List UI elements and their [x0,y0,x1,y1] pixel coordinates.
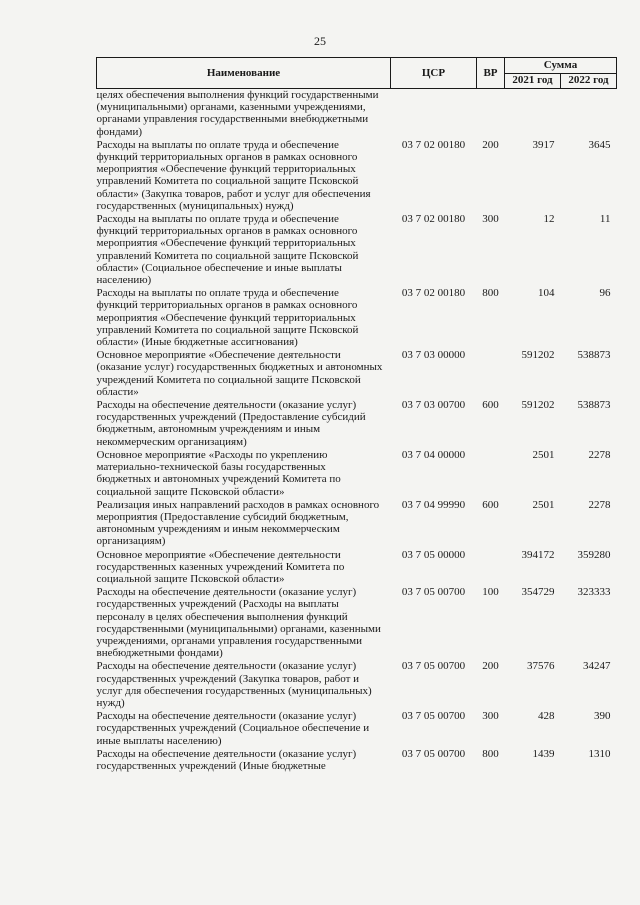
row-vr-cell [477,449,505,499]
header-year-2022: 2022 год [561,73,617,89]
row-2022-cell: 1310 [588,747,611,760]
row-2021-cell: 428 [538,710,555,723]
row-2021-cell: 591202 [521,349,555,362]
table-row [97,710,617,748]
row-2021-cell: 354729 [521,586,555,599]
row-csr-cell: 03 7 04 99990 [401,498,466,511]
row-name-cell: Основное мероприятие «Расходы по укреплению материально-технической базы государственных бюджетных и автономных учреждений Комитета по социальной защите Псковской области» [96,448,341,498]
header-name: Наименование [97,58,391,89]
row-csr-cell: 03 7 05 00700 [401,710,466,723]
row-name-cell: Расходы на обеспечение деятельности (оказание услуг) государственных учреждений (Предоставление субсидий бюджетным, автономным учреждениям и иным некоммерческим организациям) [96,399,366,448]
row-name-cell: Расходы на обеспечение деятельности (оказание услуг) государственных учреждений (Иные бюджетные [96,747,357,772]
row-name-cell: Расходы на выплаты по оплате труда и обеспечение функций территориальных органов в рамках основного мероприятия «Обеспечение функций территориальных управлений Комитета по социальной защите Псковской области» (Социальное обеспечение и иные выплаты населению) [96,213,359,287]
table-row [97,748,617,773]
row-csr-cell: 03 7 03 00700 [401,399,466,412]
row-name-cell: Расходы на выплаты по оплате труда и обеспечение функций территориальных органов в рамках основного мероприятия «Обеспечение функций территориальных управлений Комитета по социальной защите Псковской области» (Закупка товаров, работ и услуг для обеспечения государственных (муниципальных) нужд) [96,138,371,212]
row-name-cell: Основное мероприятие «Обеспечение деятельности (оказание услуг) государственных бюджетных и автономных учреждений Комитета по социальной защите Псковской области» [96,349,383,398]
table-row [97,139,617,213]
row-vr-cell: 800 [482,747,499,760]
row-name-cell: Расходы на обеспечение деятельности (оказание услуг) государственных учреждений (Расходы на выплаты персоналу в целях обеспечения выполнения функций государственными (муниципальными) органами, казенными учреждениями, органами управления государственными внебюджетными фондами) [96,586,381,660]
row-name-cell: Расходы на обеспечение деятельности (оказание услуг) государственных учреждений (Закупка товаров, работ и услуг для обеспечения государственных (муниципальных) нужд) [96,660,372,709]
row-2022-cell: 3645 [588,138,611,151]
row-vr-cell: 600 [482,399,499,412]
row-2022-cell: 2278 [588,448,611,461]
row-csr-cell: 03 7 03 00000 [401,349,466,362]
table-body [97,89,617,774]
budget-table [96,57,617,773]
row-vr-cell: 800 [482,287,499,300]
row-2021-cell: 394172 [521,548,555,561]
row-csr-cell: 03 7 05 00700 [401,586,466,599]
row-2022-cell: 359280 [577,548,611,561]
row-2022-cell: 34247 [583,660,611,673]
row-2021-cell: 3917 [532,138,555,151]
row-csr-cell: 03 7 05 00700 [401,660,466,673]
row-vr-cell: 300 [482,213,499,226]
row-2022-cell: 2278 [588,498,611,511]
row-2021-cell: 591202 [521,399,555,412]
row-2021-cell: 12 [543,213,555,226]
row-vr-cell: 600 [482,498,499,511]
row-2022-cell [561,89,617,139]
row-2022-cell: 96 [599,287,611,300]
row-vr-cell: 300 [482,710,499,723]
row-2021-cell [505,89,561,139]
table-row [97,549,617,587]
row-csr-cell: 03 7 02 00180 [401,287,466,300]
budget-table-container [96,57,616,773]
row-2021-cell: 2501 [532,448,555,461]
table-row [97,213,617,287]
row-csr-cell: 03 7 04 00000 [401,448,466,461]
row-name-cell: Расходы на обеспечение деятельности (оказание услуг) государственных учреждений (Социальное обеспечение и иные выплаты населению) [96,710,370,747]
row-csr-cell: 03 7 05 00000 [401,548,466,561]
row-2021-cell: 2501 [532,498,555,511]
row-vr-cell: 100 [482,586,499,599]
row-name-cell: Реализация иных направлений расходов в рамках основного мероприятия (Предоставление субсидий бюджетным, автономным учреждениям и иным некоммерческим организациям) [96,498,380,548]
row-2021-cell: 37576 [527,660,555,673]
table-row [97,660,617,710]
header-sum: Сумма [505,58,617,74]
row-vr-cell [477,349,505,399]
row-csr-cell: 03 7 02 00180 [401,138,466,151]
row-csr-cell [391,89,477,139]
row-vr-cell [477,549,505,587]
header-vr: ВР [477,58,505,89]
row-2022-cell: 323333 [577,586,611,599]
row-2022-cell: 11 [599,213,611,226]
row-2022-cell: 538873 [577,399,611,412]
table-row [97,499,617,549]
row-name-cell: Расходы на выплаты по оплате труда и обеспечение функций территориальных органов в рамках основного мероприятия «Обеспечение функций территориальных управлений Комитета по социальной защите Псковской области» (Иные бюджетные ассигнования) [96,287,359,349]
row-name-cell: целях обеспечения выполнения функций государственными (муниципальными) органами, казенными учреждениями, органами управления государственными внебюджетными фондами) [96,89,379,138]
header-year-2021: 2021 год [505,73,561,89]
table-row [97,586,617,660]
row-vr-cell: 200 [482,660,499,673]
header-csr: ЦСР [391,58,477,89]
table-header [97,58,617,89]
row-csr-cell: 03 7 02 00180 [401,213,466,226]
table-row [97,349,617,399]
row-csr-cell: 03 7 05 00700 [401,747,466,760]
row-vr-cell: 200 [482,138,499,151]
row-2022-cell: 390 [594,710,611,723]
table-row [97,449,617,499]
row-vr-cell [477,89,505,139]
row-2021-cell: 104 [538,287,555,300]
table-row [97,287,617,349]
row-name-cell: Основное мероприятие «Обеспечение деятельности государственных казенных учреждений Комитета по социальной защите Псковской области» [96,548,345,585]
table-row [97,89,617,139]
row-2021-cell: 1439 [532,747,555,760]
table-row [97,399,617,449]
page-number: 25 [314,34,326,48]
row-2022-cell: 538873 [577,349,611,362]
